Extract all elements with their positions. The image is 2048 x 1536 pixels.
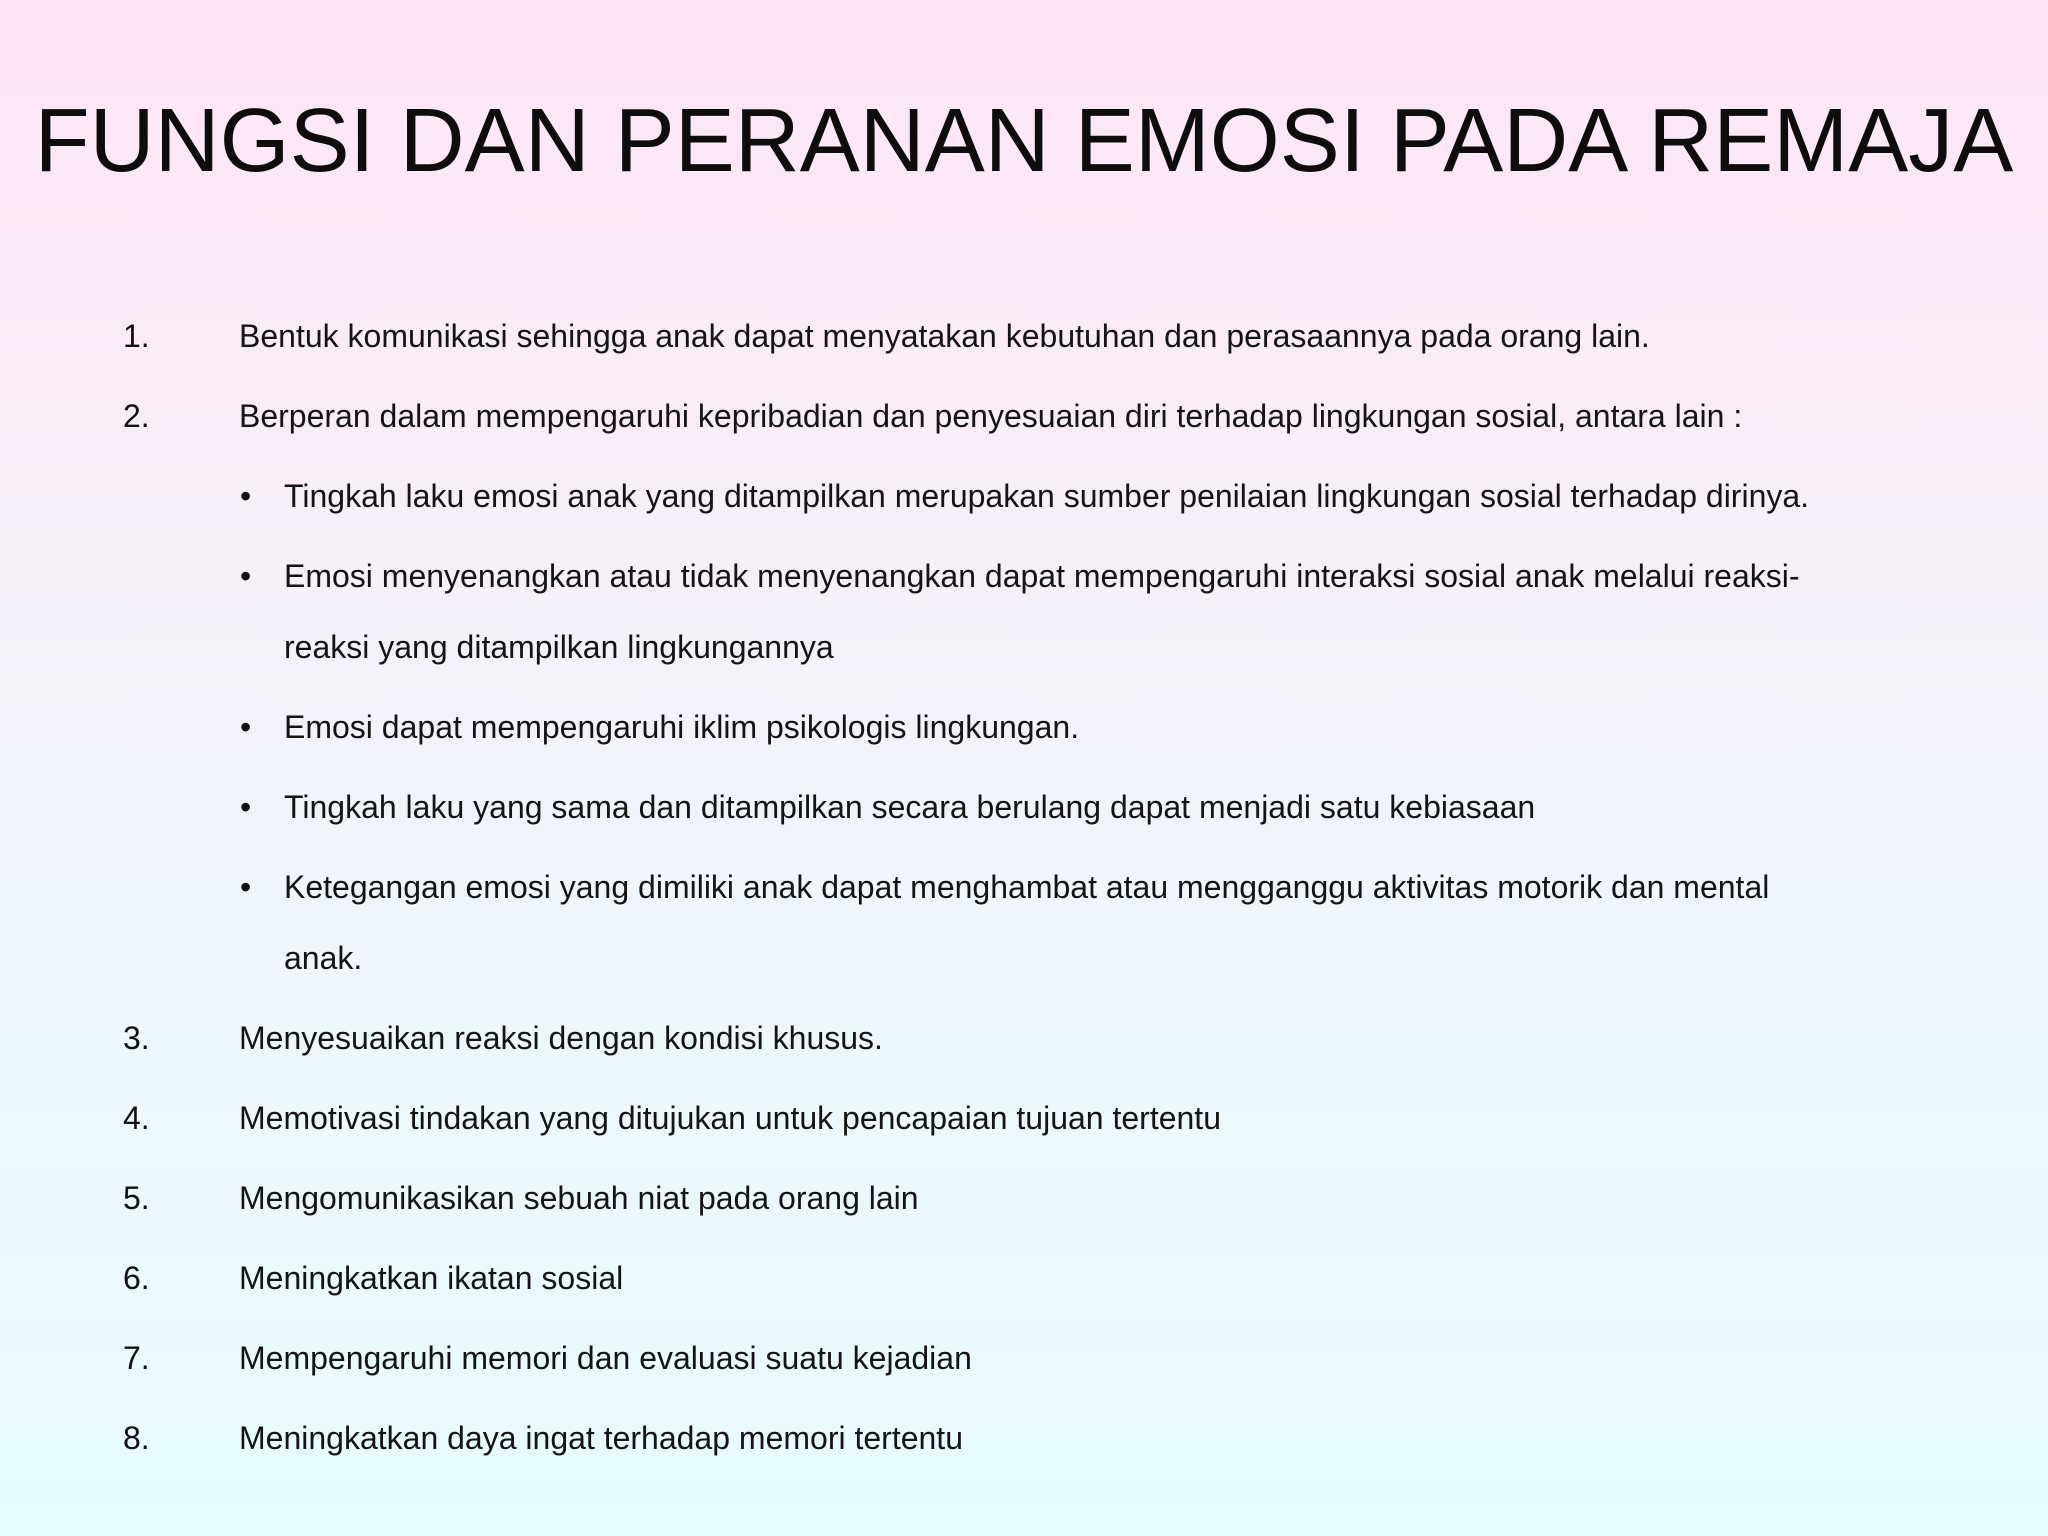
- list-item-text: Menyesuaikan reaksi dengan kondisi khusus.: [239, 1020, 883, 1056]
- sub-list-item-text-continuation: anak.: [284, 940, 363, 976]
- bullet-icon: •: [240, 869, 252, 905]
- list-item-number: 7.: [123, 1340, 150, 1376]
- list-item-number: 8.: [123, 1420, 150, 1456]
- bullet-icon: •: [240, 789, 252, 825]
- list-item-number: 3.: [123, 1020, 150, 1056]
- list-item-text: Mengomunikasikan sebuah niat pada orang lain: [239, 1180, 919, 1216]
- list-item-text: Memotivasi tindakan yang ditujukan untuk pencapaian tujuan tertentu: [239, 1100, 1221, 1136]
- list-item-number: 2.: [123, 398, 150, 434]
- list-item-number: 5.: [123, 1180, 150, 1216]
- list-item-text: Bentuk komunikasi sehingga anak dapat menyatakan kebutuhan dan perasaannya pada orang lain.: [239, 318, 1650, 354]
- sub-list-item-text-continuation: reaksi yang ditampilkan lingkungannya: [284, 629, 834, 665]
- list-item-number: 6.: [123, 1260, 150, 1296]
- sub-list-item-text: Ketegangan emosi yang dimiliki anak dapat menghambat atau mengganggu aktivitas motorik dan mental: [284, 869, 1770, 905]
- sub-list-item-text: Tingkah laku yang sama dan ditampilkan secara berulang dapat menjadi satu kebiasaan: [284, 789, 1536, 825]
- list-item-text: Meningkatkan ikatan sosial: [239, 1260, 624, 1296]
- list-item-text: Meningkatkan daya ingat terhadap memori tertentu: [239, 1420, 963, 1456]
- list-item-text: Berperan dalam mempengaruhi kepribadian dan penyesuaian diri terhadap lingkungan sosial, antara lain :: [239, 398, 1743, 434]
- sub-list-item-text: Emosi menyenangkan atau tidak menyenangkan dapat mempengaruhi interaksi sosial anak melalui reaksi-: [284, 558, 1800, 594]
- bullet-icon: •: [240, 478, 252, 514]
- sub-list-item-text: Tingkah laku emosi anak yang ditampilkan merupakan sumber penilaian lingkungan sosial terhadap dirinya.: [284, 478, 1810, 514]
- list-item-text: Mempengaruhi memori dan evaluasi suatu kejadian: [239, 1340, 972, 1376]
- list-item-number: 4.: [123, 1100, 150, 1136]
- list-item-number: 1.: [123, 318, 150, 354]
- sub-list-item-text: Emosi dapat mempengaruhi iklim psikologis lingkungan.: [284, 709, 1080, 745]
- bullet-icon: •: [240, 558, 252, 594]
- slide-title: FUNGSI DAN PERANAN EMOSI PADA REMAJA: [34, 91, 2014, 191]
- bullet-icon: •: [240, 709, 252, 745]
